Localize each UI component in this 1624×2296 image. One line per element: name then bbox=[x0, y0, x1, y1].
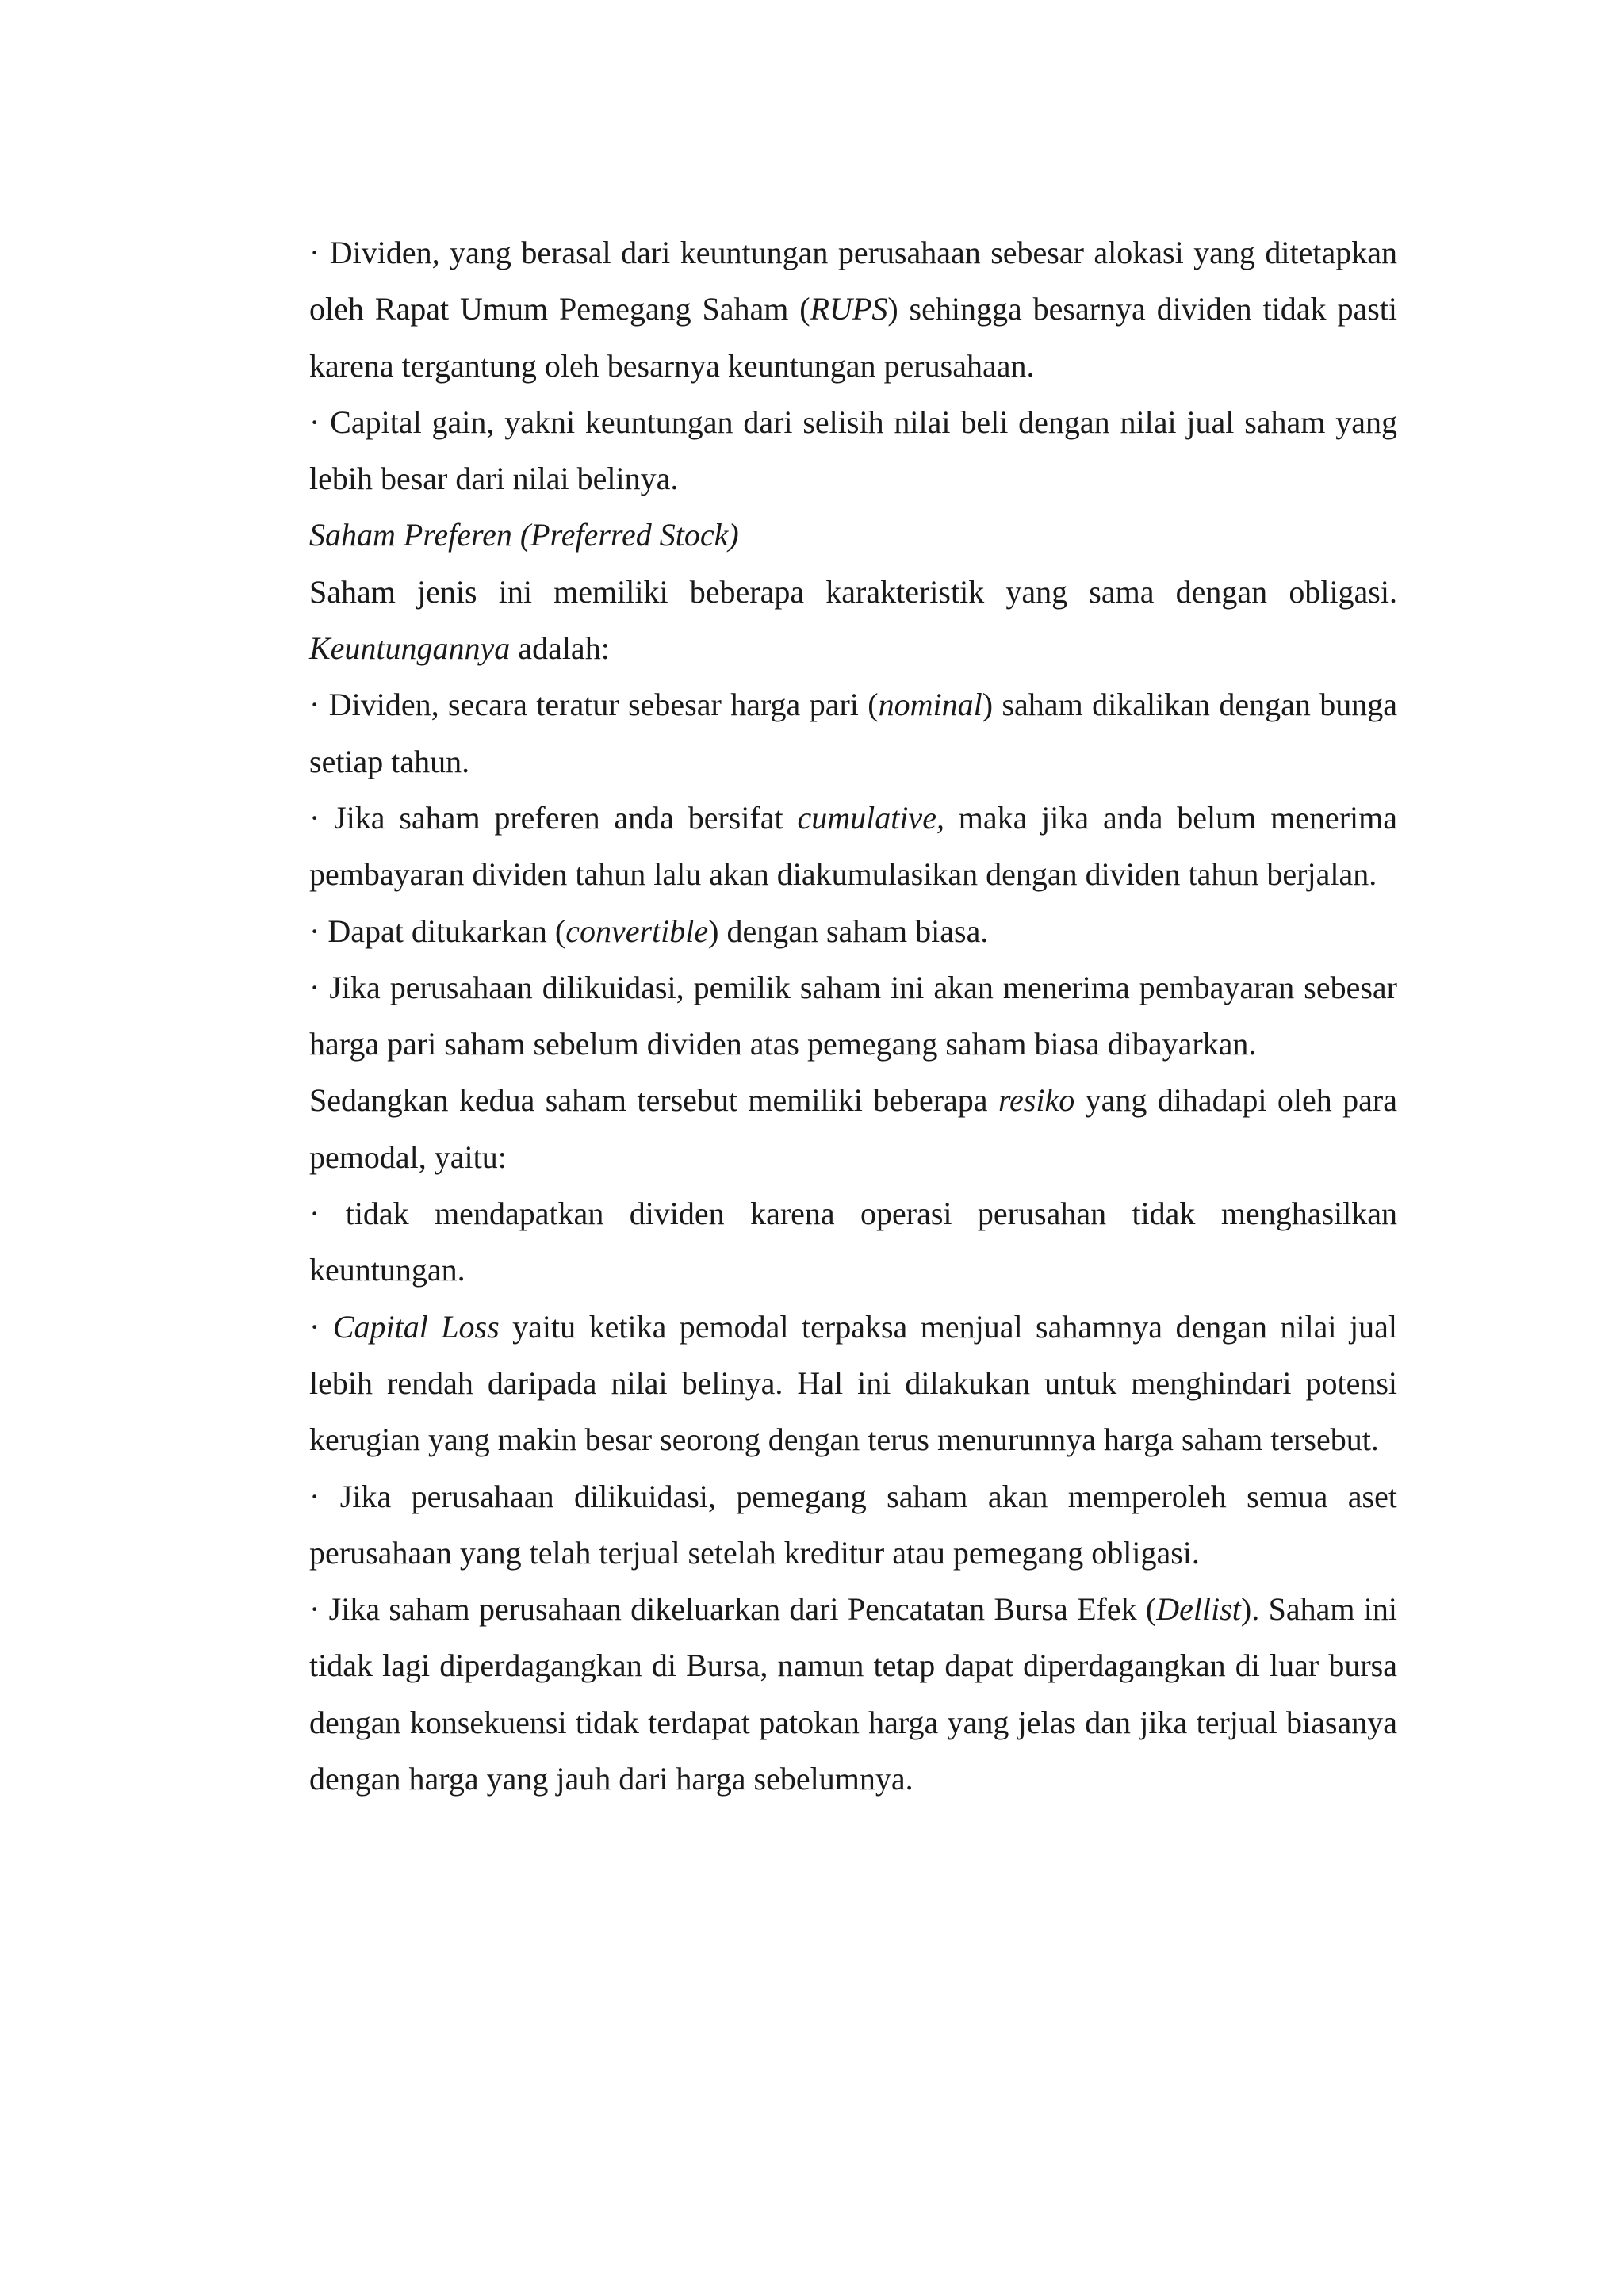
text-run: Sedangkan kedua saham tersebut memiliki beberapa bbox=[309, 1082, 998, 1119]
document-body bbox=[309, 224, 1397, 1807]
text-run: ) dengan saham biasa. bbox=[708, 913, 989, 949]
paragraph-dividen-biasa bbox=[309, 224, 1397, 394]
section-heading-saham-preferen bbox=[309, 507, 1397, 563]
text-run: ). Saham ini tidak lagi diperdagangkan di Bursa, namun tetap dapat diperdagangkan di luar bursa dengan konsekuensi tidak terdapat patokan harga yang jelas dan jika terjual biasanya dengan harga yang jauh dari harga sebelumnya. bbox=[309, 1591, 1398, 1797]
paragraph-tidak-dividen bbox=[309, 1185, 1397, 1299]
text-run: yang dihadapi oleh para pemodal, yaitu: bbox=[309, 1082, 1398, 1175]
paragraph-cumulative bbox=[309, 790, 1397, 903]
text-run: ) saham dikalikan dengan bunga setiap tahun. bbox=[309, 687, 1398, 779]
text-run: ) sehingga besarnya dividen tidak pasti karena tergantung oleh besarnya keuntungan perusahaan. bbox=[309, 291, 1397, 384]
text-run-italic: RUPS bbox=[810, 291, 888, 327]
text-run-italic: Keuntungannya bbox=[309, 630, 511, 667]
text-run: · Jika saham perusahaan dikeluarkan dari Pencatatan Bursa Efek ( bbox=[309, 1591, 1157, 1628]
paragraph-capital-loss bbox=[309, 1299, 1397, 1468]
text-run: · Dapat ditukarkan ( bbox=[309, 913, 566, 949]
paragraph-dividen-preferen bbox=[309, 676, 1397, 790]
text-run-italic: Dellist bbox=[1156, 1591, 1241, 1628]
text-run-italic: resiko bbox=[998, 1082, 1075, 1119]
text-run: yaitu ketika pemodal terpaksa menjual sahamnya dengan nilai jual lebih rendah daripada nilai belinya. Hal ini dilakukan untuk menghindari potensi kerugian yang makin besar seorong dengan terus menurunnya harga saham tersebut. bbox=[309, 1308, 1397, 1458]
text-run-italic: convertible bbox=[565, 913, 709, 949]
text-run: · bbox=[309, 1308, 333, 1345]
paragraph-likuidasi-biasa bbox=[309, 1468, 1397, 1582]
text-run: · Jika perusahaan dilikuidasi, pemilik saham ini akan menerima pembayaran sebesar harga pari saham sebelum dividen atas pemegang saham biasa dibayarkan. bbox=[309, 969, 1397, 1062]
text-run: Saham jenis ini memiliki beberapa karakteristik yang sama dengan obligasi. bbox=[309, 573, 1397, 610]
paragraph-capital-gain bbox=[309, 394, 1397, 507]
text-run: · Capital gain, yakni keuntungan dari selisih nilai beli dengan nilai jual saham yang lebih besar dari nilai belinya. bbox=[309, 404, 1397, 497]
text-run: · Jika perusahaan dilikuidasi, pemegang saham akan memperoleh semua aset perusahaan yang telah terjual setelah kreditur atau pemegang obligasi. bbox=[309, 1478, 1397, 1571]
text-run: maka jika anda belum menerima pembayaran dividen tahun lalu akan diakumulasikan dengan dividen tahun berjalan. bbox=[309, 799, 1397, 893]
text-run-italic: Capital Loss bbox=[332, 1308, 500, 1345]
text-run: adalah: bbox=[510, 630, 610, 667]
text-run: · tidak mendapatkan dividen karena operasi perusahan tidak menghasilkan keuntungan. bbox=[309, 1196, 1397, 1288]
text-run-italic: cumulative, bbox=[797, 799, 944, 836]
text-run: · Dividen, secara teratur sebesar harga pari ( bbox=[309, 687, 879, 723]
text-run-italic: nominal bbox=[878, 687, 982, 723]
paragraph-resiko-intro bbox=[309, 1072, 1397, 1185]
paragraph-preferen-intro bbox=[309, 564, 1397, 677]
text-run-italic: Saham Preferen (Preferred Stock) bbox=[309, 517, 739, 553]
paragraph-likuidasi-preferen bbox=[309, 959, 1397, 1073]
paragraph-dellist bbox=[309, 1581, 1397, 1807]
paragraph-convertible bbox=[309, 903, 1397, 959]
text-run: · Dividen, yang berasal dari keuntungan perusahaan sebesar alokasi yang ditetapkan oleh Rapat Umum Pemegang Saham ( bbox=[309, 235, 1397, 327]
text-run: · Jika saham preferen anda bersifat bbox=[309, 799, 798, 836]
